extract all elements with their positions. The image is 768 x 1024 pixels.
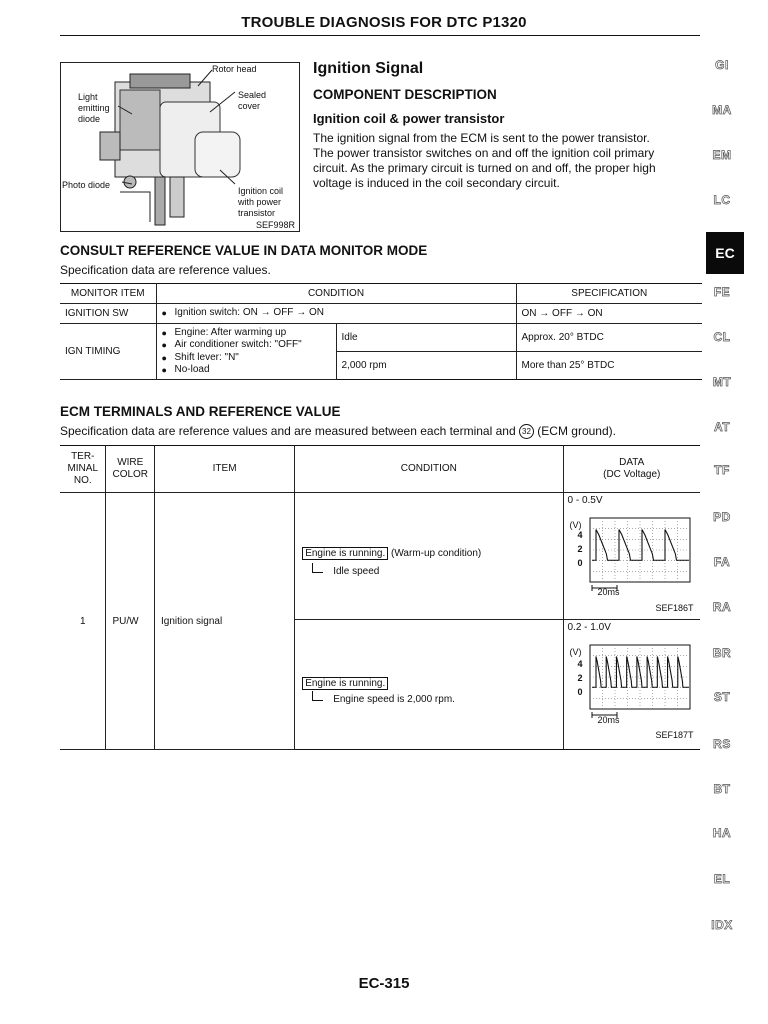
header-wire-color: WIRE COLOR <box>106 446 155 493</box>
specification: ON → OFF → ON <box>516 304 702 324</box>
terminal-number: 1 <box>60 493 106 750</box>
condition-text: ● Ignition switch: ON → OFF → ON <box>162 307 511 320</box>
waveform-2 <box>568 637 694 741</box>
sub-condition: 2,000 rpm <box>336 352 516 380</box>
condition-cell <box>295 493 563 620</box>
condition-cell <box>156 324 336 380</box>
section-tab-ha[interactable]: HA <box>712 826 732 840</box>
rotor-head-label: Rotor head <box>212 64 257 74</box>
waveform-graph <box>568 637 694 741</box>
body-line: The ignition signal from the ECM is sent to the power transistor. <box>313 131 650 145</box>
section-tab-idx[interactable]: IDX <box>711 918 733 932</box>
condition-box: Engine is running. <box>302 677 388 690</box>
condition-box: Engine is running. <box>302 547 388 560</box>
condition-text: (Warm-up condition) <box>388 547 482 559</box>
bracket-mark <box>312 563 323 573</box>
wave-time-div: 20ms <box>597 715 620 725</box>
title-rule <box>60 35 700 36</box>
photo-diode-label: Photo diode <box>62 180 111 190</box>
header-data: DATA (DC Voltage) <box>563 446 700 493</box>
component-subheading: Ignition coil & power transistor <box>313 111 505 126</box>
section-tab-fa[interactable]: FA <box>713 555 731 569</box>
ecm-note-text: Specification data are reference values and are measured between each terminal and <box>60 424 519 438</box>
ecm-heading: ECM TERMINALS AND REFERENCE VALUE <box>60 404 341 419</box>
intro-heading: Ignition Signal <box>313 60 424 77</box>
ignition-coil-diagram <box>60 62 300 232</box>
wave-code: SEF187T <box>655 730 694 740</box>
consult-heading: CONSULT REFERENCE VALUE IN DATA MONITOR MODE <box>60 243 428 258</box>
header-monitor-item: MONITOR ITEM <box>60 284 156 304</box>
condition-text: ● No-load <box>162 364 331 377</box>
data-value: 0.2 - 1.0V <box>567 622 611 633</box>
wave-y-tick: 2 <box>577 673 583 683</box>
specification: Approx. 20° BTDC <box>516 324 702 352</box>
wave-y-tick: 4 <box>577 659 583 669</box>
wave-code: SEF186T <box>655 603 694 613</box>
waveform-trace <box>592 530 689 561</box>
item: Ignition signal <box>155 493 295 750</box>
waveform-trace <box>592 657 689 688</box>
section-tab-em[interactable]: EM <box>712 148 732 162</box>
table-row <box>60 324 702 352</box>
table-row <box>60 304 702 324</box>
bracket-mark <box>312 691 323 701</box>
section-tab-el[interactable]: EL <box>713 872 731 886</box>
wave-y-tick: 0 <box>577 687 583 697</box>
condition-sub <box>312 691 556 705</box>
ecm-terminal-table <box>60 445 700 750</box>
monitor-item: IGN TIMING <box>60 324 156 380</box>
section-tab-fe[interactable]: FE <box>713 285 731 299</box>
header-item: ITEM <box>155 446 295 493</box>
monitor-item: IGNITION SW <box>60 304 156 324</box>
ecm-note <box>60 424 616 439</box>
section-tab-tf[interactable]: TF <box>714 463 730 477</box>
sealed-cover-label: Sealed cover <box>238 90 267 111</box>
wave-y-tick: 4 <box>577 530 583 540</box>
condition-line <box>302 548 556 559</box>
condition-cell <box>156 304 516 324</box>
section-tab-lc[interactable]: LC <box>713 193 731 207</box>
page-title: TROUBLE DIAGNOSIS FOR DTC P1320 <box>241 14 527 31</box>
section-tab-ra[interactable]: RA <box>712 600 732 614</box>
ground-terminal-symbol <box>519 424 534 439</box>
section-tab-br[interactable]: BR <box>712 646 732 660</box>
component-body <box>313 131 708 191</box>
header-terminal: TER- MINAL NO. <box>60 446 106 493</box>
body-line: voltage is induced in the coil secondary circuit. <box>313 176 560 190</box>
condition-sub-text: Idle speed <box>333 565 380 577</box>
section-tab-at[interactable]: AT <box>713 420 731 434</box>
condition-text: ● Engine: After warming up <box>162 327 331 340</box>
page-number: EC-315 <box>358 975 410 992</box>
section-tab-gi[interactable]: GI <box>715 58 729 72</box>
table-row <box>60 493 700 620</box>
header-condition: CONDITION <box>156 284 516 304</box>
ecm-note-text: (ECM ground). <box>533 424 616 438</box>
condition-line <box>302 678 556 689</box>
sub-condition: Idle <box>336 324 516 352</box>
condition-text: ● Shift lever: "N" <box>162 352 331 365</box>
section-tab-pd[interactable]: PD <box>713 510 731 524</box>
section-tab-rs[interactable]: RS <box>713 737 731 751</box>
data-cell <box>563 493 700 620</box>
waveform-graph <box>568 510 694 614</box>
wave-y-unit: (V) <box>569 647 582 657</box>
data-cell <box>563 620 700 750</box>
wave-time-div: 20ms <box>597 587 620 597</box>
component-description-heading: COMPONENT DESCRIPTION <box>313 87 497 102</box>
coil-label: Ignition coil with power transistor <box>238 186 284 218</box>
section-tab-cl[interactable]: CL <box>713 330 731 344</box>
specification: More than 25° BTDC <box>516 352 702 380</box>
section-tab-mt[interactable]: MT <box>712 375 732 389</box>
header-condition: CONDITION <box>295 446 563 493</box>
section-tab-ma[interactable]: MA <box>712 103 732 117</box>
section-tab-st[interactable]: ST <box>713 690 731 704</box>
diagram-code: SEF998R <box>256 220 296 230</box>
section-tab-ec[interactable]: EC <box>706 232 744 274</box>
wave-y-unit: (V) <box>569 520 582 530</box>
ground-terminal-number: 32 <box>522 427 531 437</box>
section-tab-bt[interactable]: BT <box>713 782 731 796</box>
wire-color: PU/W <box>106 493 155 750</box>
wave-y-tick: 0 <box>577 558 583 568</box>
body-line: The power transistor switches on and off the ignition coil primary <box>313 146 655 160</box>
condition-cell <box>295 620 563 750</box>
wave-y-tick: 2 <box>577 544 583 554</box>
header-specification: SPECIFICATION <box>516 284 702 304</box>
condition-sub-text: Engine speed is 2,000 rpm. <box>333 694 455 705</box>
consult-note: Specification data are reference values. <box>60 263 271 277</box>
body-line: circuit. As the primary circuit is turned on and off, the proper high <box>313 161 656 175</box>
waveform-1 <box>568 510 694 614</box>
led-label: Light emitting diode <box>78 92 110 124</box>
condition-sub <box>312 563 556 577</box>
condition-text: ● Air conditioner switch: "OFF" <box>162 339 331 352</box>
consult-reference-table <box>60 283 702 380</box>
data-value: 0 - 0.5V <box>567 495 603 506</box>
